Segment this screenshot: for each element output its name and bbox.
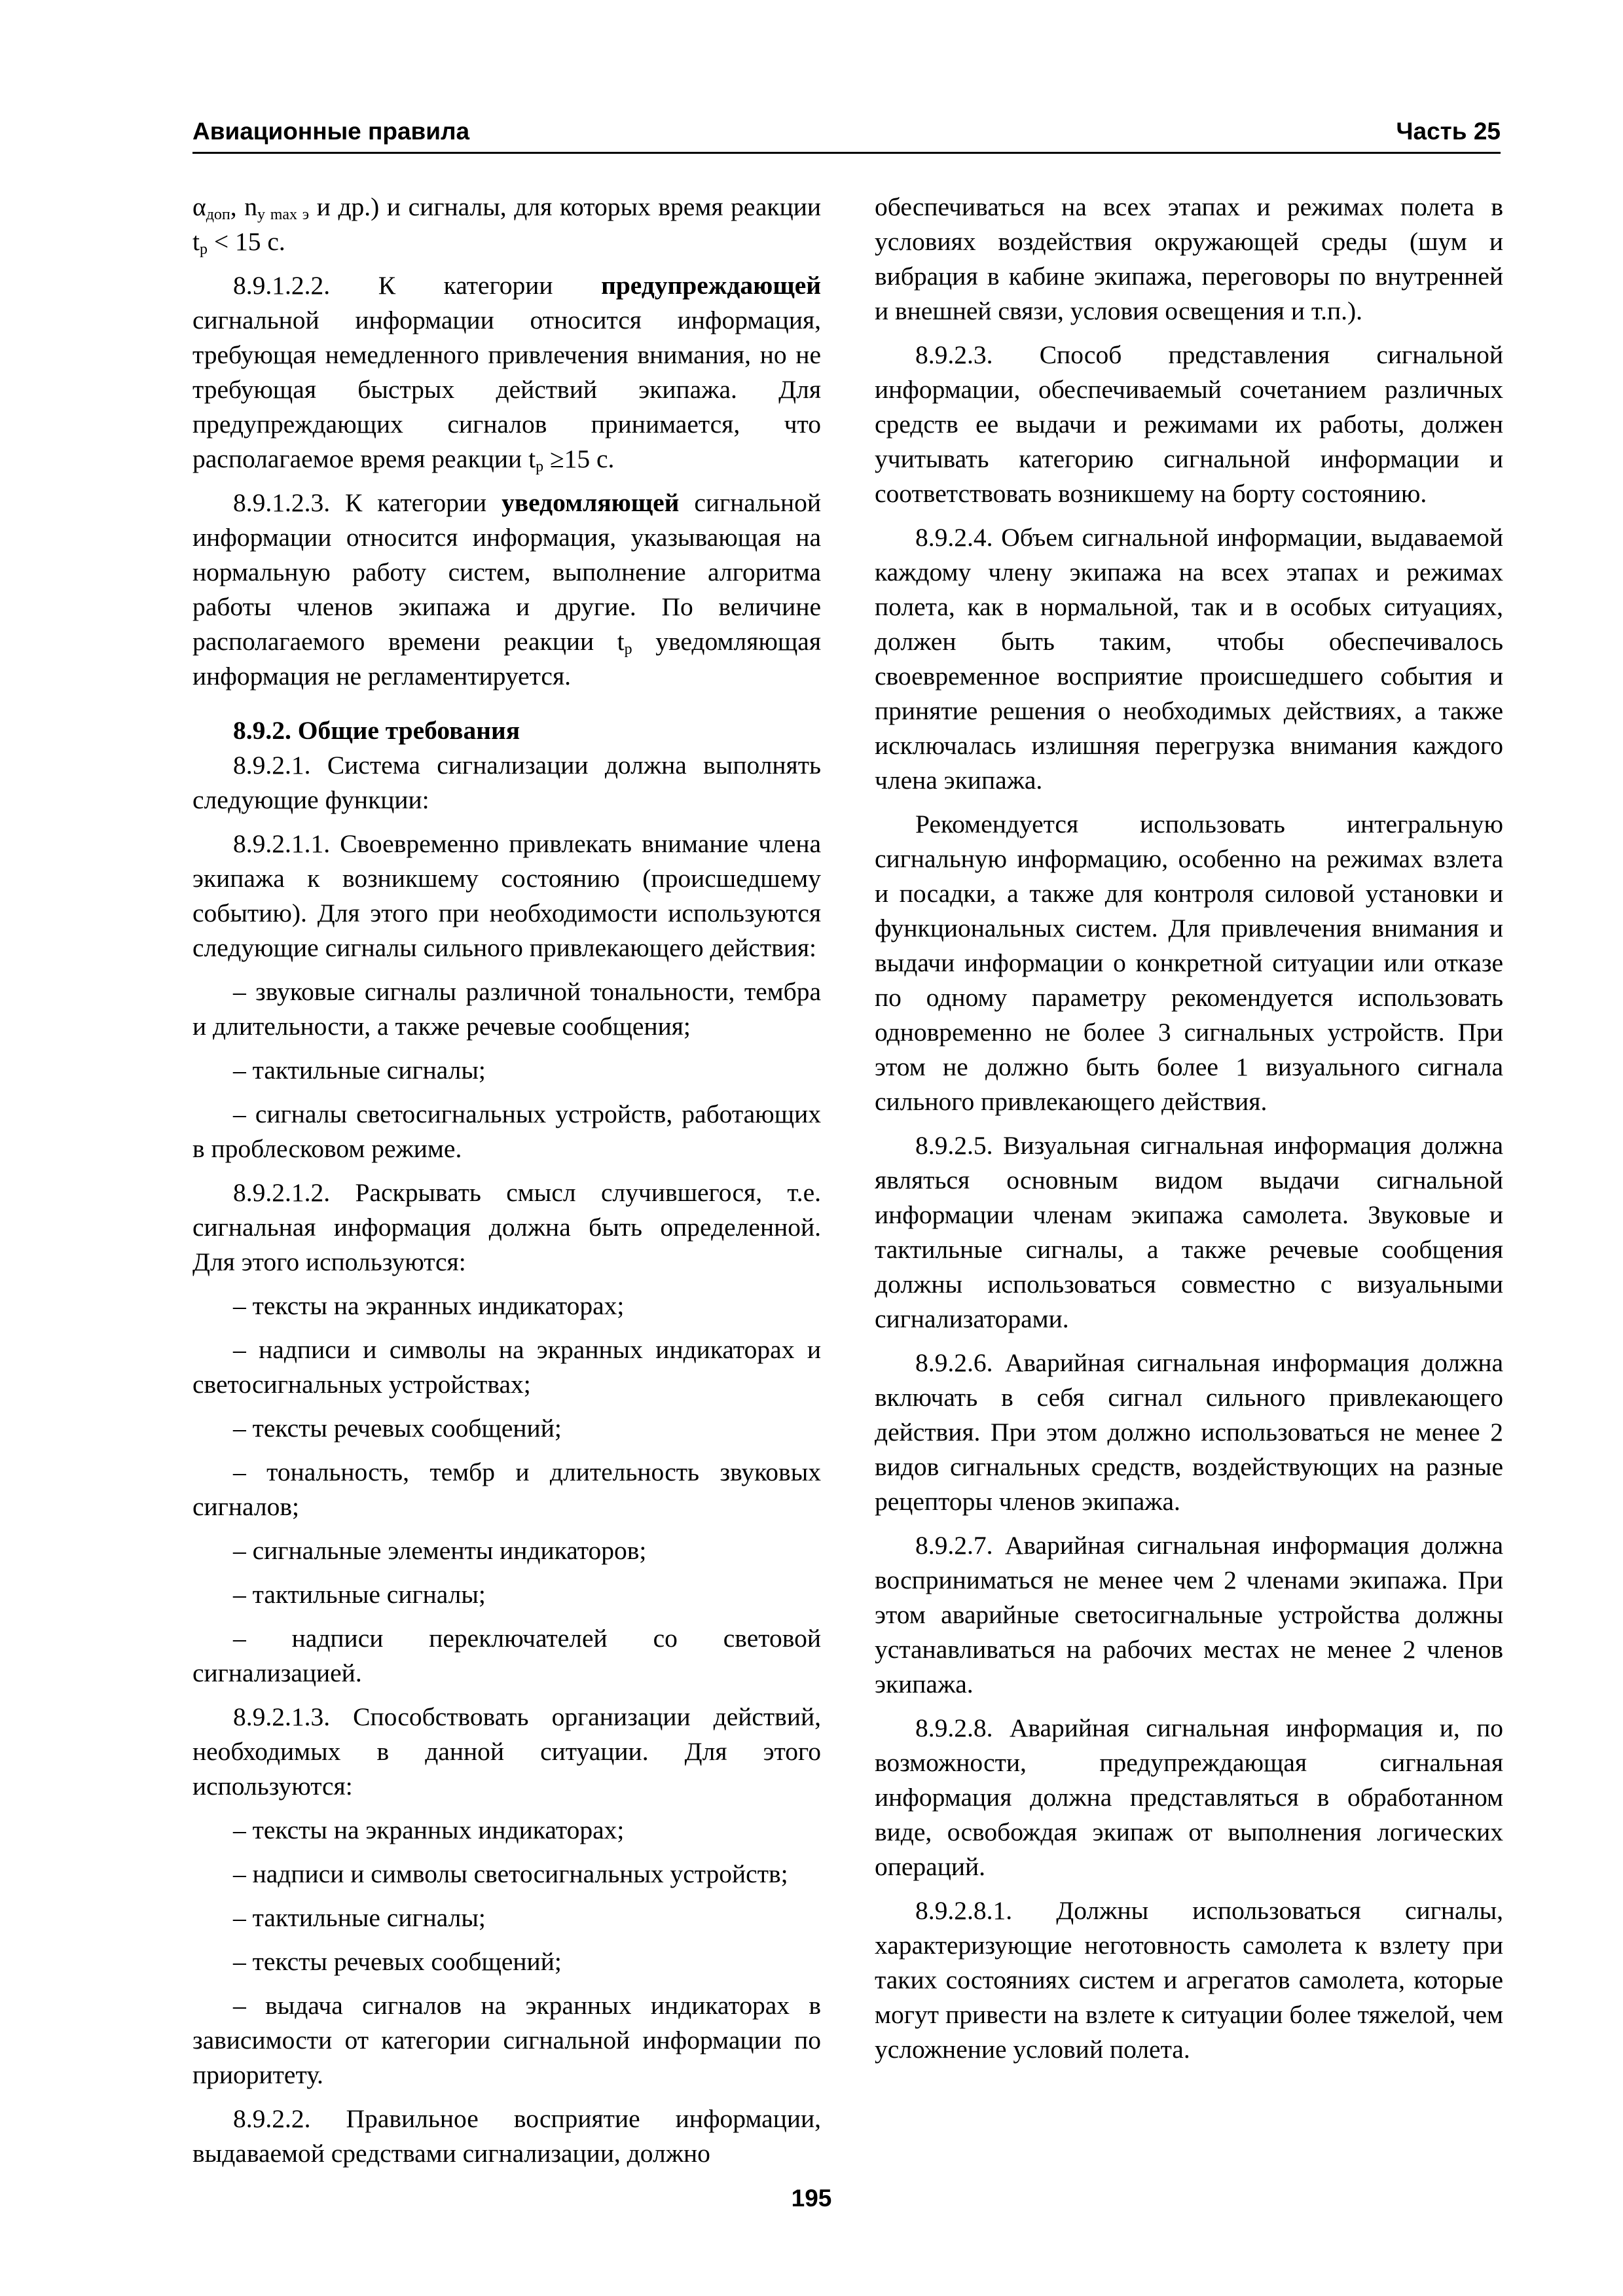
header-part: Часть 25 xyxy=(1396,118,1501,145)
paragraph: Рекомендуется использовать интегральную сигнальную информацию, особенно на режимах взлета и посадки, а также для контроля силовой установки и функциональных систем. Для привлечения внимания и выдачи информации о конкретной ситуации или отказе по одному параметру рекомендуется использовать одновременно не более 3 сигнальных устройств. При этом не должно быть более 1 визуального сигнала сильного привлекающего действия. xyxy=(875,810,1503,1116)
subscript: y max э xyxy=(257,206,310,223)
text-fragment: 8.9.1.2.2. К категории xyxy=(233,271,602,300)
paragraph: 8.9.2.5. Визуальная сигнальная информация должна являться основным видом выдачи сигнальной информации членам экипажа самолета. Звуковые и тактильные сигналы, а также речевые сообщения должны использоваться совместно с визуальными сигнализаторами. xyxy=(875,1131,1503,1333)
left-column xyxy=(192,190,821,2171)
paragraph-continuation: обеспечиваться на всех этапах и режимах полета в условиях воздействия окружающей среды (шум и вибрация в кабине экипажа, переговоры по внутренней и внешней связи, условия освещения и т.п.). xyxy=(875,192,1503,325)
paragraph: 8.9.2.8. Аварийная сигнальная информация и, по возможности, предупреждающая сигнальная информация должна представляться в обработанном виде, освобождая экипаж от выполнения логических операций. xyxy=(875,1713,1503,1881)
list-item: – тактильные сигналы; xyxy=(233,1056,486,1085)
running-header xyxy=(192,115,1501,154)
paragraph: 8.9.2.1.2. Раскрывать смысл случившегося, т.е. сигнальная информация должна быть определенной. Для этого используются: xyxy=(192,1178,821,1276)
paragraph: 8.9.2.6. Аварийная сигнальная информация должна включать в себя сигнал сильного привлекающего действия. При этом должно использоваться не менее 2 видов сигнальных средств, воздействующих на разные рецепторы членов экипажа. xyxy=(875,1348,1503,1516)
list-item: – тексты на экранных индикаторах; xyxy=(233,1816,625,1844)
list-item: – тексты речевых сообщений; xyxy=(233,1947,562,1976)
paragraph: 8.9.2.7. Аварийная сигнальная информация должна восприниматься не менее чем 2 членами экипажа. При этом аварийные светосигнальные устройства должны устанавливаться на рабочих местах не менее 2 членов экипажа. xyxy=(875,1531,1503,1698)
symbol-alpha: α xyxy=(192,192,206,221)
paragraph: 8.9.2.3. Способ представления сигнальной информации, обеспечиваемый сочетанием различных средств ее выдачи и режимами их работы, должен учитывать категорию сигнальной информации и соответствовать возникшему на борту состоянию. xyxy=(875,340,1503,508)
text-fragment: < 15 с. xyxy=(207,227,285,256)
list-item: – надписи и символы на экранных индикаторах и светосигнальных устройствах; xyxy=(192,1335,821,1399)
paragraph: 8.9.2.8.1. Должны использоваться сигналы, характеризующие неготовность самолета к взлету при таких состояниях систем и агрегатов самолета, которые могут привести на взлете к ситуации более тяжелой, чем усложнение условий полета. xyxy=(875,1896,1503,2064)
bold-term: уведомляющей xyxy=(501,488,680,517)
text-fragment: 8.9.1.2.3. К категории xyxy=(233,488,502,517)
subscript: р xyxy=(536,458,544,475)
list-item: – тексты речевых сообщений; xyxy=(233,1414,562,1443)
paragraph: 8.9.2.1.3. Способствовать организации действий, необходимых в данной ситуации. Для этого используются: xyxy=(192,1702,821,1801)
paragraph-8-9-1-2-3 xyxy=(192,486,821,694)
paragraph: 8.9.2.1.1. Своевременно привлекать внимание члена экипажа к возникшему состоянию (происшедшему событию). Для этого при необходимости используются следующие сигналы сильного привлекающего действия: xyxy=(192,829,821,962)
paragraph-continuation xyxy=(192,190,821,259)
text-fragment: и др.) и сигналы, для которых время реакции t xyxy=(192,192,822,256)
list-item: – выдача сигналов на экранных индикаторах в зависимости от категории сигнальной информации по приоритету. xyxy=(192,1991,821,2089)
subscript: р xyxy=(624,641,632,658)
section-heading xyxy=(192,713,821,748)
list-item: – сигналы светосигнальных устройств, работающих в проблесковом режиме. xyxy=(192,1100,821,1163)
list-item: – тексты на экранных индикаторах; xyxy=(233,1291,625,1320)
list-item: – тактильные сигналы; xyxy=(233,1580,486,1609)
text-fragment: сигнальной информации относится информация, указывающая на нормальную работу систем, выполнение алгоритма работы членов экипажа и другие. По величине располагаемого времени реакции t xyxy=(192,488,821,656)
paragraph-8-9-1-2-2 xyxy=(192,268,821,476)
header-title: Авиационные правила xyxy=(192,118,470,145)
list-item: – надписи переключателей со световой сигнализацией. xyxy=(192,1624,821,1687)
list-item: – звуковые сигналы различной тональности, тембра и длительности, а также речевые сообщения; xyxy=(192,977,821,1041)
text-fragment: сигнальной информации относится информация, требующая немедленного привлечения внимания, но не требующая быстрых действий экипажа. Для предупреждающих сигналов принимается, что располагаемое время реакции t xyxy=(192,306,821,473)
list-item: – тональность, тембр и длительность звуковых сигналов; xyxy=(192,1458,821,1521)
paragraph: 8.9.2.1. Система сигнализации должна выполнять следующие функции: xyxy=(192,751,821,814)
list-item: – тактильные сигналы; xyxy=(233,1903,486,1932)
list-item: – надписи и символы светосигнальных устройств; xyxy=(233,1859,788,1888)
list-item: – сигнальные элементы индикаторов; xyxy=(233,1536,647,1565)
subscript: доп xyxy=(206,206,230,223)
page-number: 195 xyxy=(791,2185,832,2212)
subscript: р xyxy=(199,241,208,258)
paragraph: 8.9.2.2. Правильное восприятие информации, выдаваемой средствами сигнализации, должно xyxy=(192,2104,821,2168)
bold-term: предупреждающей xyxy=(601,271,821,300)
heading-text: 8.9.2. Общие требования xyxy=(233,716,520,745)
text-fragment: , n xyxy=(230,192,257,221)
text-fragment: уведомляющая информация не регламентируется. xyxy=(192,627,821,691)
text-fragment: ≥15 с. xyxy=(543,444,615,473)
right-column xyxy=(875,190,1503,2067)
paragraph: 8.9.2.4. Объем сигнальной информации, выдаваемой каждому члену экипажа на всех этапах и режимах полета, как в нормальной, так и в особых ситуациях, должен быть таким, чтобы обеспечивалось своевременное восприятие происшедшего события и принятие решения о необходимых действиях, а также исключалась излишняя перегрузка внимания каждого члена экипажа. xyxy=(875,523,1503,795)
